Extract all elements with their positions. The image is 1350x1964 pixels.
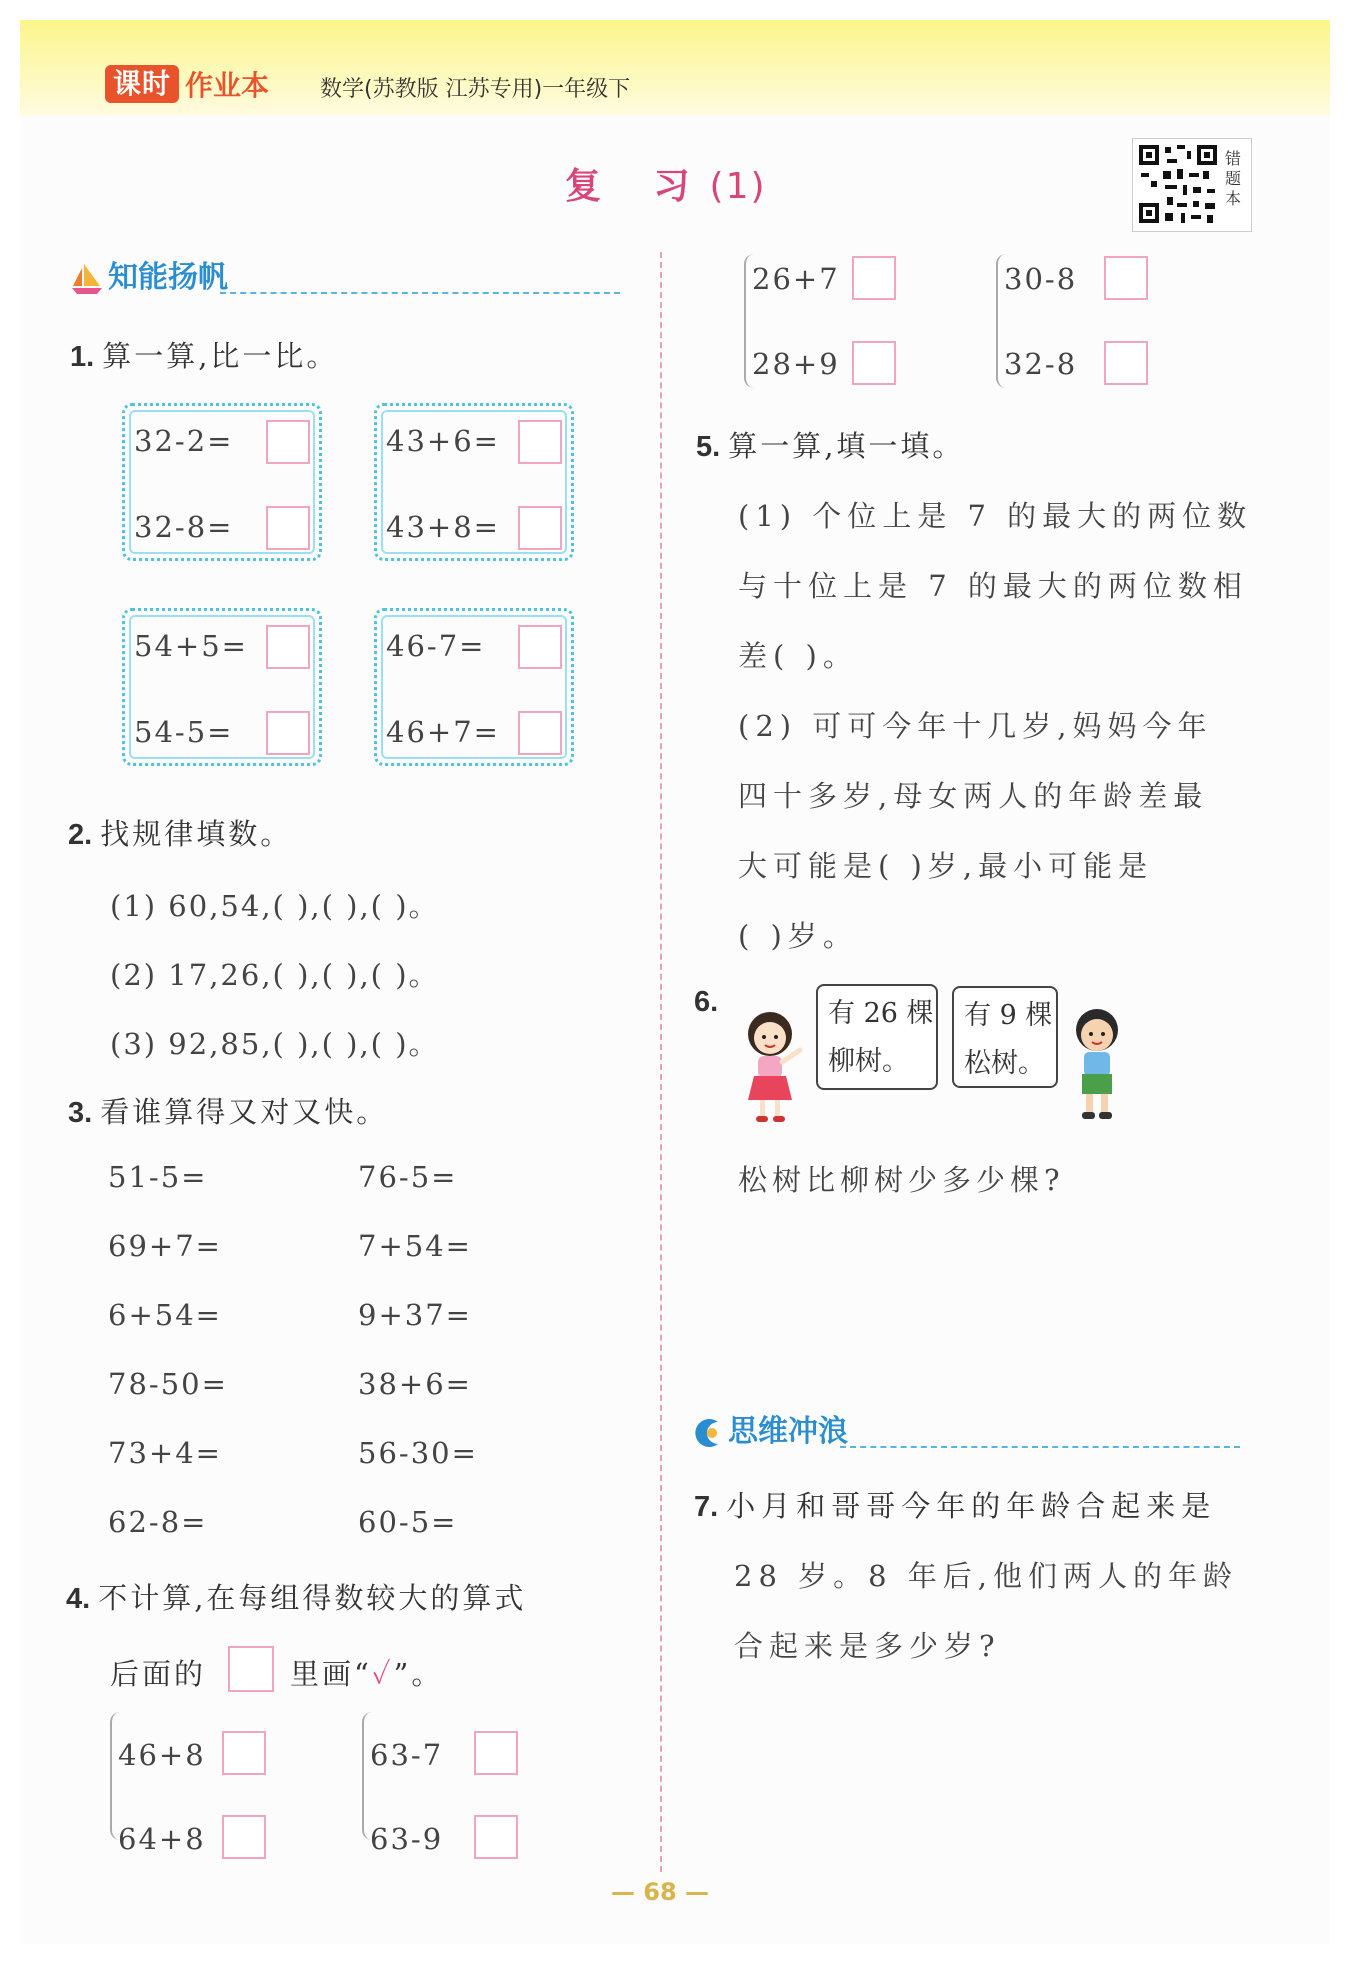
sequence-item[interactable]: (3) 92,85,( ),( ),( )。	[110, 1027, 440, 1061]
question-text: 后面的	[110, 1657, 207, 1691]
question-text: 算一算,填一填。	[728, 429, 965, 463]
speech-bubble-boy	[952, 986, 1058, 1088]
check-box[interactable]	[474, 1731, 518, 1775]
question-5-line: (1) 个位上是 7 的最大的两位数	[738, 499, 1253, 533]
question-number: 3.	[68, 1097, 93, 1129]
brace	[362, 1712, 376, 1840]
question-5-answer[interactable]: ( )岁。	[738, 919, 858, 953]
check-mark-icon: ✓	[371, 1657, 394, 1691]
quick-calc[interactable]: 76-5=	[358, 1160, 458, 1194]
check-box[interactable]	[1104, 341, 1148, 385]
quick-calc[interactable]: 62-8=	[108, 1505, 208, 1539]
wave-icon	[690, 1416, 724, 1450]
check-box[interactable]	[1104, 256, 1148, 300]
question-text: 找规律填数。	[100, 817, 293, 851]
speech-bubble-girl	[816, 984, 938, 1090]
question-text: 不计算,在每组得数较大的算式	[98, 1581, 527, 1615]
question-number: 7.	[694, 1491, 719, 1523]
quick-calc[interactable]: 56-30=	[358, 1436, 478, 1470]
quick-calc[interactable]: 38+6=	[358, 1367, 472, 1401]
page-number-value: 68	[643, 1878, 677, 1906]
question-number: 6.	[694, 986, 719, 1018]
brand-logo	[105, 64, 269, 104]
answer-box[interactable]	[266, 625, 310, 669]
question-text: 小月和哥哥今年的年龄合起来是	[726, 1489, 1217, 1523]
quick-calc[interactable]: 51-5=	[108, 1160, 208, 1194]
question-5-line: 四十多岁,母女两人的年龄差最	[738, 779, 1209, 813]
question-4-line2-end	[290, 1652, 443, 1693]
question-number: 2.	[68, 819, 93, 851]
section-underline	[220, 292, 620, 294]
question-text: ”。	[393, 1657, 444, 1691]
section-underline	[840, 1446, 1240, 1448]
question-number: 4.	[66, 1583, 91, 1615]
book-subtitle: 数学(苏教版 江苏专用)一年级下	[320, 77, 631, 102]
boy-illustration	[1066, 1002, 1128, 1126]
question-3	[68, 1090, 388, 1131]
qr-code[interactable]	[1132, 138, 1252, 232]
title-number: (1)	[709, 166, 767, 207]
question-text: 算一算,比一比。	[102, 339, 339, 373]
column-divider	[660, 252, 662, 1872]
answer-box[interactable]	[518, 506, 562, 550]
expression: 46+8	[118, 1738, 206, 1772]
question-number: 5.	[696, 431, 721, 463]
brand-name: 作业本	[185, 69, 270, 102]
question-6-text: 松树比柳树少多少棵?	[738, 1163, 1065, 1197]
quick-calc[interactable]: 6+54=	[108, 1298, 222, 1332]
girl-illustration	[736, 1004, 814, 1126]
check-box[interactable]	[222, 1815, 266, 1859]
bubble-text: 有 26 棵	[828, 998, 934, 1029]
question-5-answer[interactable]: 大可能是( )岁,最小可能是	[738, 849, 1154, 883]
section-header-siwei	[690, 1406, 1250, 1450]
expression: 63-9	[370, 1822, 444, 1856]
expression: 30-8	[1004, 262, 1078, 296]
bubble-text: 松树。	[964, 1048, 1045, 1079]
answer-box[interactable]	[266, 420, 310, 464]
check-box[interactable]	[852, 341, 896, 385]
expression: 32-8	[1004, 347, 1078, 381]
answer-box[interactable]	[518, 420, 562, 464]
check-box[interactable]	[222, 1731, 266, 1775]
bubble-text: 柳树。	[828, 1046, 909, 1077]
answer-box[interactable]	[266, 711, 310, 755]
answer-box[interactable]	[266, 506, 310, 550]
check-box[interactable]	[852, 256, 896, 300]
page-title	[565, 158, 767, 209]
brace	[110, 1712, 124, 1840]
question-4-line2	[110, 1652, 206, 1693]
quick-calc[interactable]: 73+4=	[108, 1436, 222, 1470]
question-6	[694, 984, 726, 1019]
question-7-line: 合起来是多少岁?	[734, 1629, 1001, 1663]
example-box	[228, 1646, 274, 1692]
expression: 64+8	[118, 1822, 206, 1856]
quick-calc[interactable]: 7+54=	[358, 1229, 472, 1263]
question-7-line: 28 岁。8 年后,他们两人的年龄	[734, 1559, 1239, 1593]
question-5	[696, 424, 964, 465]
question-2	[68, 812, 292, 853]
question-text: 看谁算得又对又快。	[100, 1095, 389, 1129]
expression: 26+7	[752, 262, 840, 296]
quick-calc[interactable]: 78-50=	[108, 1367, 228, 1401]
brand-mark: 课时	[105, 65, 179, 103]
qr-code-icon	[1137, 143, 1219, 225]
equation: 43+8=	[386, 510, 500, 544]
quick-calc[interactable]: 60-5=	[358, 1505, 458, 1539]
equation: 54+5=	[134, 629, 248, 663]
quick-calc[interactable]: 69+7=	[108, 1229, 222, 1263]
expression: 63-7	[370, 1738, 444, 1772]
question-1	[70, 334, 338, 375]
question-4	[66, 1576, 526, 1617]
section-title: 思维冲浪	[728, 1414, 848, 1449]
answer-box[interactable]	[518, 711, 562, 755]
bubble-text: 有 9 棵	[964, 1000, 1053, 1031]
expression: 28+9	[752, 347, 840, 381]
sequence-item[interactable]: (2) 17,26,( ),( ),( )。	[110, 958, 440, 992]
section-title: 知能扬帆	[108, 260, 228, 295]
quick-calc[interactable]: 9+37=	[358, 1298, 472, 1332]
title-main: 复 习	[565, 166, 710, 207]
page-number: — 68 —	[610, 1878, 710, 1906]
check-box[interactable]	[474, 1815, 518, 1859]
sequence-item[interactable]: (1) 60,54,( ),( ),( )。	[110, 889, 440, 923]
question-5-line: (2) 可可今年十几岁,妈妈今年	[738, 709, 1213, 743]
equation: 43+6=	[386, 424, 500, 458]
qr-label: 错题本	[1225, 149, 1242, 208]
question-7	[694, 1484, 1216, 1525]
question-number: 1.	[70, 341, 95, 373]
sailboat-icon	[70, 262, 104, 296]
question-5-answer[interactable]: 差( )。	[738, 639, 858, 673]
question-text: 里画“	[290, 1657, 372, 1691]
equation: 32-2=	[134, 424, 234, 458]
question-5-line: 与十位上是 7 的最大的两位数相	[738, 569, 1248, 603]
equation: 32-8=	[134, 510, 234, 544]
equation: 54-5=	[134, 715, 234, 749]
answer-box[interactable]	[518, 625, 562, 669]
equation: 46+7=	[386, 715, 500, 749]
equation: 46-7=	[386, 629, 486, 663]
section-header-zhineng	[70, 252, 630, 296]
